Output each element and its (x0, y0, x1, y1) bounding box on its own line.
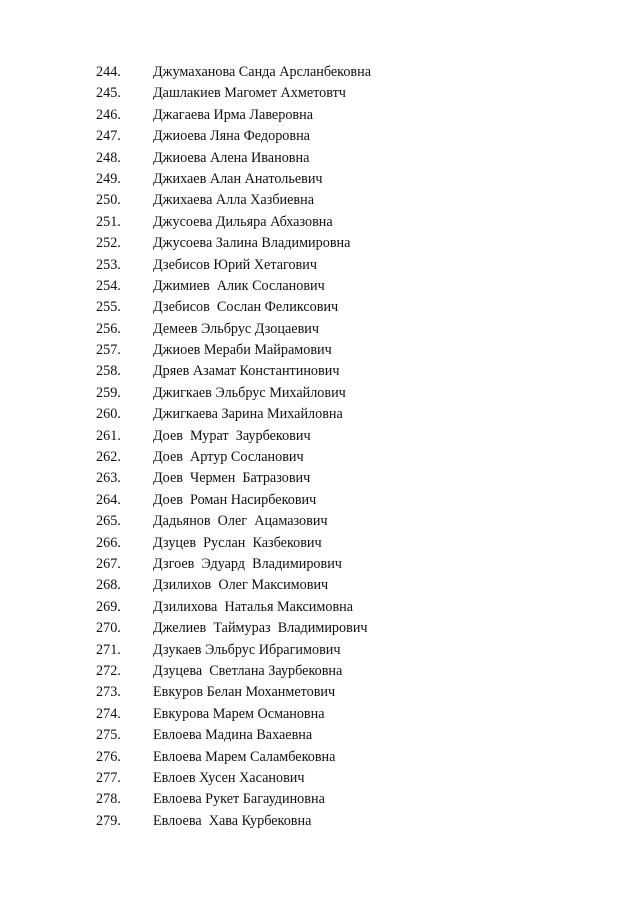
entry-name: Евлоева Рукет Багаудиновна (153, 791, 325, 808)
entry-name: Евлоева Марем Саламбековна (153, 748, 336, 765)
entry-number: 258. (96, 363, 121, 380)
list-item (96, 319, 576, 340)
list-item (96, 297, 576, 318)
entry-name: Джиоева Ляна Федоровна (153, 128, 310, 145)
list-item (96, 575, 576, 596)
entry-number: 244. (96, 64, 121, 80)
entry-name: Евкуров Белан Моханметович (153, 684, 336, 701)
list-item (96, 640, 576, 661)
entry-name: Дряев Азамат Константинович (153, 363, 340, 380)
list-item (96, 789, 576, 810)
list-item (96, 468, 576, 489)
entry-name: Джиоев Мераби Майрамович (153, 342, 332, 359)
list-item (96, 148, 576, 169)
entry-name: Доев Мурат Заурбекович (153, 427, 311, 444)
entry-name: Доев Артур Сосланович (153, 449, 304, 466)
entry-name: Джусоева Дильяра Абхазовна (153, 213, 333, 230)
list-item (96, 725, 576, 746)
entry-number: 265. (96, 513, 121, 530)
entry-number: 279. (96, 812, 121, 829)
entry-number: 250. (96, 192, 121, 209)
entry-number: 254. (96, 277, 121, 294)
list-item (96, 212, 576, 233)
entry-name: Дзукаев Эльбрус Ибрагимович (153, 641, 341, 658)
entry-number: 274. (96, 705, 121, 722)
entry-number: 266. (96, 534, 121, 551)
entry-name: Доев Роман Насирбекович (153, 491, 317, 508)
entry-number: 246. (96, 106, 121, 123)
entry-name: Дзилихова Наталья Максимовна (153, 598, 354, 615)
list-item (96, 276, 576, 297)
list-item (96, 426, 576, 447)
list-item (96, 62, 576, 83)
entry-name: Дзуцев Руслан Казбекович (153, 534, 322, 551)
entry-name: Дзебисов Юрий Хетагович (153, 256, 317, 273)
entry-number: 271. (96, 641, 121, 658)
entry-name: Евлоева Хава Курбековна (153, 812, 312, 829)
numbered-name-list (96, 62, 576, 832)
entry-name: Дзуцева Светлана Заурбековна (153, 662, 343, 679)
entry-name: Евкурова Марем Османовна (153, 705, 325, 722)
entry-name: Джимиев Алик Сосланович (153, 277, 325, 294)
entry-number: 253. (96, 256, 121, 273)
entry-name: Джиоева Алена Ивановна (153, 149, 310, 166)
entry-number: 272. (96, 662, 121, 679)
list-item (96, 383, 576, 404)
entry-name: Доев Чермен Батразович (153, 470, 311, 487)
list-item (96, 661, 576, 682)
entry-name: Джагаева Ирма Лаверовна (153, 106, 314, 123)
list-item (96, 490, 576, 511)
entry-number: 278. (96, 791, 121, 808)
list-item (96, 340, 576, 361)
list-item (96, 233, 576, 254)
entry-number: 260. (96, 406, 121, 423)
entry-name: Джихаев Алан Анатольевич (153, 170, 323, 187)
list-item (96, 126, 576, 147)
list-item (96, 618, 576, 639)
entry-number: 249. (96, 170, 121, 187)
entry-number: 275. (96, 727, 121, 744)
list-item (96, 747, 576, 768)
list-item (96, 704, 576, 725)
list-item (96, 361, 576, 382)
entry-name: Джигкаев Эльбрус Михайлович (153, 384, 346, 401)
entry-name: Джихаева Алла Хазбиевна (153, 192, 315, 209)
list-item (96, 768, 576, 789)
list-item (96, 190, 576, 211)
entry-number: 256. (96, 320, 121, 337)
entry-name: Джусоева Залина Владимировна (153, 235, 351, 252)
entry-name: Дадьянов Олег Ацамазович (153, 513, 328, 530)
entry-name: Дзилихов Олег Максимович (153, 577, 329, 594)
list-item (96, 83, 576, 104)
entry-number: 277. (96, 769, 121, 786)
list-item (96, 105, 576, 126)
entry-number: 255. (96, 299, 121, 316)
entry-name: Дзгоев Эдуард Владимирович (153, 555, 342, 572)
list-item (96, 511, 576, 532)
entry-name: Евлоева Мадина Вахаевна (153, 727, 313, 744)
list-item (96, 255, 576, 276)
entry-number: 268. (96, 577, 121, 594)
entry-name: Джумаханова Санда Арсланбековна (153, 64, 372, 80)
entry-name: Джигкаева Зарина Михайловна (153, 406, 343, 423)
entry-number: 263. (96, 470, 121, 487)
entry-number: 267. (96, 555, 121, 572)
entry-name: Евлоев Хусен Хасанович (153, 769, 305, 786)
entry-number: 273. (96, 684, 121, 701)
entry-number: 269. (96, 598, 121, 615)
list-item (96, 811, 576, 832)
list-item (96, 169, 576, 190)
entry-number: 264. (96, 491, 121, 508)
entry-number: 276. (96, 748, 121, 765)
entry-name: Джелиев Таймураз Владимирович (153, 620, 368, 637)
list-item (96, 447, 576, 468)
entry-number: 247. (96, 128, 121, 145)
entry-name: Демеев Эльбрус Дзоцаевич (153, 320, 320, 337)
list-item (96, 404, 576, 425)
list-item (96, 682, 576, 703)
entry-number: 262. (96, 449, 121, 466)
entry-number: 261. (96, 427, 121, 444)
entry-number: 252. (96, 235, 121, 252)
entry-number: 257. (96, 342, 121, 359)
list-item (96, 533, 576, 554)
entry-name: Дзебисов Сослан Феликсович (153, 299, 339, 316)
entry-number: 259. (96, 384, 121, 401)
entry-number: 251. (96, 213, 121, 230)
entry-number: 270. (96, 620, 121, 637)
list-item (96, 554, 576, 575)
entry-number: 248. (96, 149, 121, 166)
entry-name: Дашлакиев Магомет Ахметовтч (153, 85, 346, 102)
list-item (96, 597, 576, 618)
entry-number: 245. (96, 85, 121, 102)
